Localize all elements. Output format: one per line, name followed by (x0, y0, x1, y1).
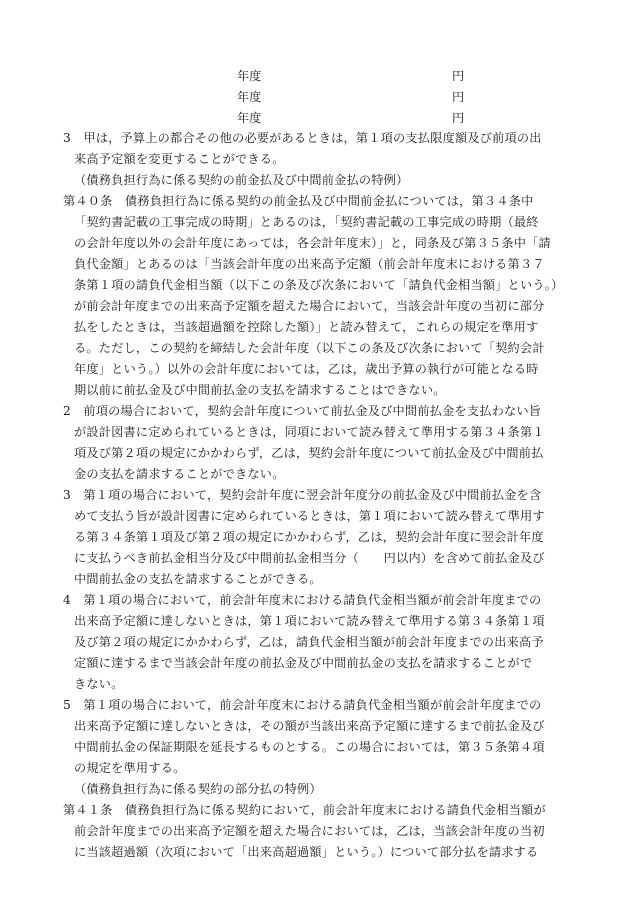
article-40-line-10: 期以前に前払金及び中間前払金の支払を請求することはできない。 (74, 383, 446, 397)
article-40-line-8: る。ただし，この契約を締結した会計年度（以下この条及び次条において「契約会計 (74, 341, 545, 355)
article-40-p2-line-3: 項及び第２項の規定にかかわらず，乙は，契約会計年度について前払金及び中間前払 (74, 446, 544, 460)
article-40-p3-line-3: る第３４条第１項及び第２項の規定にかかわらず，乙は，契約会計年度に翌会計年度 (74, 530, 544, 544)
paragraph-3-line-2: 来高予定額を変更することができる。 (74, 152, 285, 166)
article-40-line-9: 年度」という。）以外の会計年度においては，乙は，歳出予算の執行が可能となる時 (74, 362, 539, 376)
article-41-line-1: 第４１条 債務負担行為に係る契約において，前会計年度末における請負代金相当額が (63, 803, 546, 817)
article-40-p5-line-3: 中間前払金の保証期限を延長するものとする。この場合においては，第３５条第４項 (74, 740, 545, 754)
article-40-line-6: が前会計年度までの出来高予定額を超えた場合において，当該会計年度の当初に部分 (74, 299, 545, 313)
article-40-p2-line-1: 2 前項の場合において，契約会計年度について前払金及び中間前払金を支払わない旨 (63, 404, 542, 418)
article-40-p4-line-1: 4 第１項の場合において，前会計年度末における請負代金相当額が前会計年度までの (63, 593, 542, 607)
article-40-p3-line-2: めて支払う旨が設計図書に定められているときは，第１項において読み替えて準用す (74, 509, 545, 523)
article-40-line-7: 払をしたときは，当該超過額を控除した額）」と読み替えて，これらの規定を準用す (74, 320, 539, 334)
amount-row-year: 年度 (237, 69, 262, 83)
amount-row-yen: 円 (452, 90, 465, 104)
article-40-p3-line-4: に支払うべき前払金相当分及び中間前払金相当分（ 円以内）を含めて前払金及び (74, 551, 545, 565)
article-40-p3-line-1: 3 第１項の場合において，契約会計年度に翌会計年度分の前払金及び中間前払金を含 (63, 488, 542, 502)
article-40-p5-line-4: の規定を準用する。 (74, 761, 186, 775)
article-40-line-3: の会計年度以外の会計年度にあっては，各会計年度末）」と，同条及び第３５条中「請 (74, 236, 551, 250)
article-40-line-1: 第４０条 債務負担行為に係る契約の前金払及び中間前金払については，第３４条中 (63, 194, 534, 208)
article-40-line-5: 条第１項の請負代金相当額（以下この条及び次条において「請負代金相当額」という。） (74, 278, 564, 292)
paragraph-3-line-1: 3 甲は，予算上の都合その他の必要があるときは，第１項の支払限度額及び前項の出 (63, 131, 542, 145)
article-40-p4-line-5: きない。 (74, 677, 124, 691)
article-40-p2-line-2: が設計図書に定められているときは，同項において読み替えて準用する第３４条第１ (74, 425, 545, 439)
article-40-p4-line-2: 出来高予定額に達しないときは，第１項において読み替えて準用する第３４条第１項 (74, 614, 545, 628)
amount-row-year: 年度 (237, 90, 262, 104)
section-heading-art41: （債務負担行為に係る契約の部分払の特例） (74, 782, 322, 796)
article-40-line-4: 負代金額」とあるのは「当該会計年度の出来高予定額（前会計年度末における第３７ (74, 257, 545, 271)
article-40-p5-line-2: 出来高予定額に達しないときは，その額が当該出来高予定額に達するまで前払金及び (74, 719, 545, 733)
article-41-line-2: 前会計年度までの出来高予定額を超えた場合においては，乙は，当該会計年度の当初 (74, 824, 545, 838)
article-40-p4-line-3: 及び第２項の規定にかかわらず，乙は，請負代金相当額が前会計年度までの出来高予 (74, 635, 544, 649)
section-heading-art40: （債務負担行為に係る契約の前金払及び中間前金払の特例） (74, 173, 409, 187)
article-40-p2-line-4: 金の支払を請求することができない。 (74, 467, 285, 481)
amount-row-yen: 円 (452, 111, 465, 125)
article-40-p4-line-4: 定額に達するまで当該会計年度の前払金及び中間前払金の支払を請求することがで (74, 656, 533, 670)
article-40-p3-line-5: 中間前払金の支払を請求することができる。 (74, 572, 322, 586)
article-40-p5-line-1: 5 第１項の場合において，前会計年度末における請負代金相当額が前会計年度までの (63, 698, 542, 712)
amount-row-year: 年度 (237, 111, 262, 125)
article-40-line-2: 「契約書記載の工事完成の時期」とあるのは，「契約書記載の工事完成の時期（最終 (74, 215, 539, 229)
amount-row-yen: 円 (452, 69, 465, 83)
article-41-line-3: に当該超過額（次項において「出来高超過額」という。）について部分払を請求する (74, 845, 539, 859)
